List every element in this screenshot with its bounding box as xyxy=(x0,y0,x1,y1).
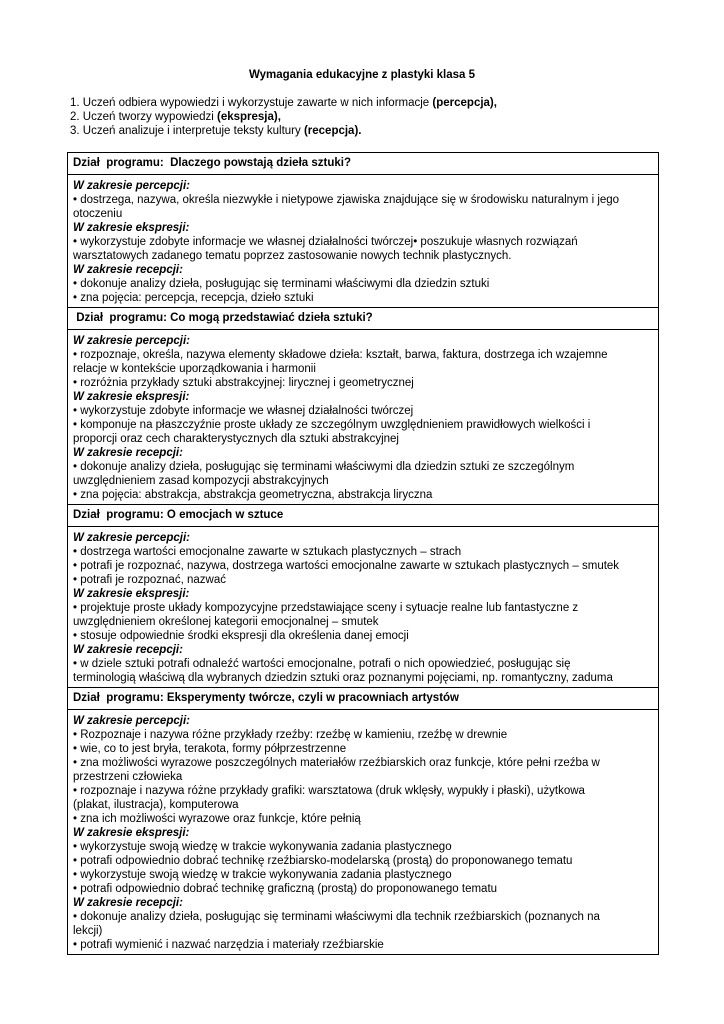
intro-item-term: (recepcja). xyxy=(303,125,362,137)
scope-subheading: W zakresie recepcji: xyxy=(73,447,183,459)
requirement-line: • wykorzystuje swoją wiedzę w trakcie wykonywania zadania plastycznego xyxy=(73,841,452,853)
intro-item-text: Uczeń tworzy wypowiedzi xyxy=(79,111,217,123)
requirement-line: proporcji oraz cech charakterystycznych dla sztuki abstrakcyjnej xyxy=(73,433,399,445)
scope-subheading: W zakresie ekspresji: xyxy=(73,391,190,403)
scope-subheading: W zakresie recepcji: xyxy=(73,897,183,909)
section-heading: Dział programu: Eksperymenty twórcze, czyli w pracowniach artystów xyxy=(68,687,658,709)
scope-subheading: W zakresie percepcji: xyxy=(73,715,190,727)
requirement-line: uwzględnieniem określonej kategorii emocjonalnej – smutek xyxy=(73,616,379,628)
requirement-line: • zna pojęcia: abstrakcja, abstrakcja geometryczna, abstrakcja liryczna xyxy=(73,489,433,501)
requirement-line: przestrzeni człowieka xyxy=(73,771,183,783)
requirement-line: • w dziele sztuki potrafi odnaleźć wartości emocjonalne, potrafi o nich opowiedzieć, posługując się xyxy=(73,658,571,670)
intro-item-number: 2. xyxy=(70,111,80,123)
requirement-line: lekcji) xyxy=(73,925,103,937)
intro-item-term: (ekspresja), xyxy=(217,111,281,123)
requirement-line: • wie, co to jest bryła, terakota, formy półprzestrzenne xyxy=(73,743,347,755)
requirement-line: uwzględnieniem zasad kompozycji abstrakcyjnych xyxy=(73,475,329,487)
requirement-line: • zna ich możliwości wyrazowe oraz funkcje, które pełnią xyxy=(73,813,361,825)
document-title: Wymagania edukacyjne z plastyki klasa 5 xyxy=(248,69,476,81)
requirement-line: • dokonuje analizy dzieła, posługując się terminami właściwymi dla dziedzin sztuki ze szczególnym xyxy=(73,461,575,473)
requirement-line: terminologią właściwą dla wybranych dziedzin sztuki oraz poznanymi pojęciami, np. romantyczny, zaduma xyxy=(73,672,613,684)
requirement-line: • dostrzega, nazywa, określa niezwykłe i nietypowe zjawiska znajdujące się w środowisku naturalnym i jego xyxy=(73,194,620,206)
requirement-line: • wykorzystuje zdobyte informacje we własnej działalności twórczej• poszukuje własnych rozwiązań xyxy=(73,236,578,248)
intro-item-number: 1. xyxy=(70,97,80,109)
requirement-line: • potrafi wymienić i nazwać narzędzia i materiały rzeźbiarskie xyxy=(73,939,384,951)
intro-item xyxy=(70,96,497,110)
section-heading: Dział programu: Co mogą przedstawiać dzieła sztuki? xyxy=(68,307,658,329)
requirement-line: • rozróżnia przykłady sztuki abstrakcyjnej: lirycznej i geometrycznej xyxy=(73,377,414,389)
requirement-line: • projektuje proste układy kompozycyjne przedstawiające sceny i sytuacje realne lub fantastyczne z xyxy=(73,602,579,614)
scope-subheading: W zakresie ekspresji: xyxy=(73,827,190,839)
requirement-line: • dostrzega wartości emocjonalne zawarte w sztukach plastycznych – strach xyxy=(73,546,462,558)
intro-item xyxy=(70,110,497,124)
requirement-line: • stosuje odpowiednie środki ekspresji dla określenia danej emocji xyxy=(73,630,409,642)
section-content xyxy=(68,526,658,687)
requirement-line: • dokonuje analizy dzieła, posługując się terminami właściwymi dla dziedzin sztuki xyxy=(73,278,490,290)
requirement-line: • zna możliwości wyrazowe poszczególnych materiałów rzeźbiarskich oraz funkcje, które pełni rzeźba w xyxy=(73,757,600,769)
requirement-line: • wykorzystuje swoją wiedzę w trakcie wykonywania zadania plastycznego xyxy=(73,869,452,881)
scope-subheading: W zakresie ekspresji: xyxy=(73,588,190,600)
requirement-line: • potrafi je rozpoznać, nazwać xyxy=(73,574,226,586)
scope-subheading: W zakresie ekspresji: xyxy=(73,222,190,234)
requirement-line: relacje w kontekście uporządkowania i harmonii xyxy=(73,363,316,375)
requirement-line: • rozpoznaje i nazywa różne przykłady grafiki: warsztatowa (druk wklęsły, wypukły i płaski), użytkowa xyxy=(73,785,585,797)
section-content xyxy=(68,329,658,504)
section-heading: Dział programu: Dlaczego powstają dzieła sztuki? xyxy=(68,152,658,174)
requirement-line: • rozpoznaje, określa, nazywa elementy składowe dzieła: kształt, barwa, faktura, dostrzega ich wzajemne xyxy=(73,349,608,361)
requirements-table xyxy=(67,152,659,955)
requirement-line: • komponuje na płaszczyźnie proste układy ze szczególnym uwzględnieniem prawidłowych wielkości i xyxy=(73,419,591,431)
intro-item-text: Uczeń analizuje i interpretuje teksty kultury xyxy=(79,125,304,137)
requirement-line: (plakat, ilustracja), komputerowa xyxy=(73,799,239,811)
requirement-line: otoczeniu xyxy=(73,208,123,220)
requirement-line: • dokonuje analizy dzieła, posługując się terminami właściwymi dla technik rzeźbiarskich (poznanych na xyxy=(73,911,600,923)
scope-subheading: W zakresie percepcji: xyxy=(73,180,190,192)
requirement-line: • potrafi odpowiednio dobrać technikę rzeźbiarsko-modelarską (prostą) do proponowanego tematu xyxy=(73,855,573,867)
requirement-line: • zna pojęcia: percepcja, recepcja, dzieło sztuki xyxy=(73,292,314,304)
intro-item-text: Uczeń odbiera wypowiedzi i wykorzystuje zawarte w nich informacje xyxy=(79,97,433,109)
requirement-line: • wykorzystuje zdobyte informacje we własnej działalności twórczej xyxy=(73,405,414,417)
scope-subheading: W zakresie percepcji: xyxy=(73,335,190,347)
intro-item xyxy=(70,124,497,138)
scope-subheading: W zakresie recepcji: xyxy=(73,264,183,276)
section-heading: Dział programu: O emocjach w sztuce xyxy=(68,504,658,526)
intro-list xyxy=(70,96,497,138)
requirement-line: • potrafi odpowiednio dobrać technikę graficzną (prostą) do proponowanego tematu xyxy=(73,883,498,895)
scope-subheading: W zakresie percepcji: xyxy=(73,532,190,544)
scope-subheading: W zakresie recepcji: xyxy=(73,644,183,656)
requirement-line: • potrafi je rozpoznać, nazywa, dostrzega wartości emocjonalne zawarte w sztukach plastycznych – smutek xyxy=(73,560,620,572)
requirement-line: • Rozpoznaje i nazywa różne przykłady rzeźby: rzeźbę w kamieniu, rzeźbę w drewnie xyxy=(73,729,508,741)
section-content xyxy=(68,709,658,954)
intro-item-number: 3. xyxy=(70,125,80,137)
section-content xyxy=(68,174,658,307)
intro-item-term: (percepcja), xyxy=(432,97,497,109)
requirement-line: warsztatowych zadanego tematu poprzez zastosowanie nowych technik plastycznych. xyxy=(73,250,512,262)
